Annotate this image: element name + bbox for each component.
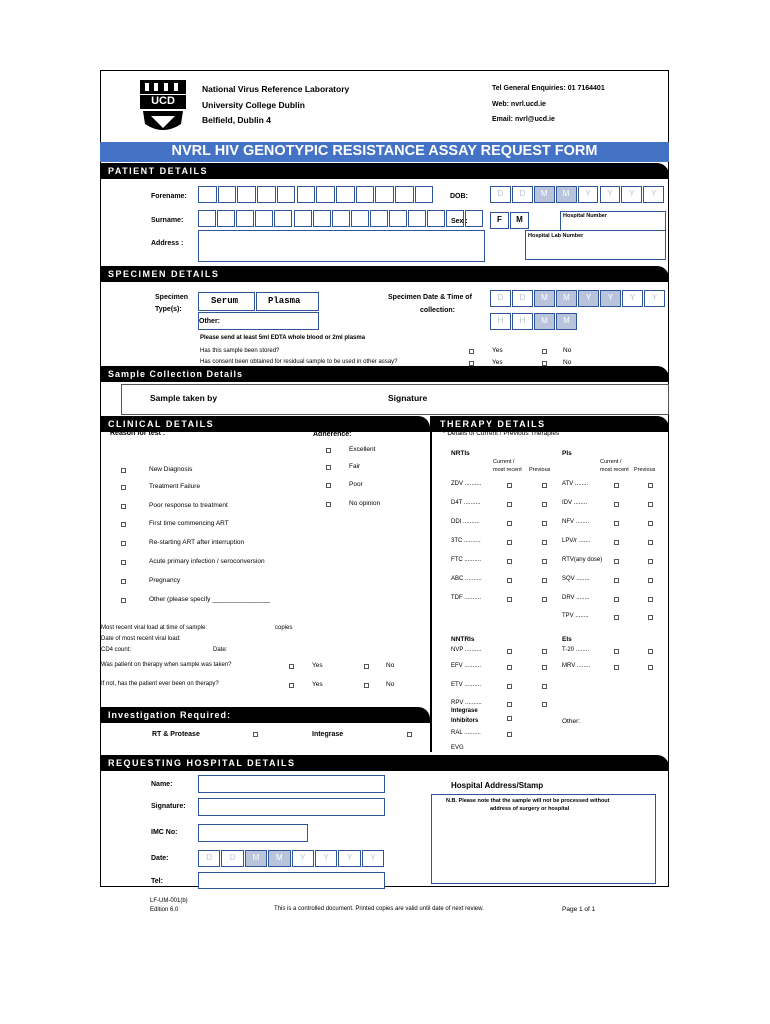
dob-cells-cell[interactable]: Y (578, 186, 599, 203)
forename-cells-cell[interactable] (415, 186, 434, 203)
dob-cells-cell[interactable]: M (534, 186, 555, 203)
dob-cells-cell[interactable]: D (512, 186, 533, 203)
nrti-previous-checkbox[interactable] (542, 597, 547, 602)
surname-cells-cell[interactable] (255, 210, 273, 227)
cd4-label: CD4 count: (101, 647, 132, 653)
nnrtis-heading: NNTRIs (451, 636, 475, 643)
form-title: NVRL HIV GENOTYPIC RESISTANCE ASSAY REQUEST FORM (171, 143, 598, 159)
surname-cells-cell[interactable] (313, 210, 331, 227)
sample-signature-label[interactable]: Signature (388, 393, 428, 403)
forename-cells-cell[interactable] (395, 186, 414, 203)
eis-heading: EIs (562, 636, 572, 643)
stored-no-label: No (563, 347, 572, 354)
therapy-yes-checkbox[interactable] (289, 664, 294, 669)
integrase-heading-1: Integrase (451, 708, 478, 714)
forename-cells-cell[interactable] (297, 186, 316, 203)
footer-page: Page 1 of 1 (562, 906, 596, 913)
rt-protease-label: RT & Protease (152, 731, 200, 738)
reason-label: Reason for test : (110, 430, 166, 437)
request-date-label: Date: (151, 855, 169, 862)
rt-protease-checkbox[interactable] (253, 732, 258, 737)
requester-name-field[interactable] (198, 775, 385, 793)
nrti-current-checkbox[interactable] (507, 483, 512, 488)
dob-label: DOB: (450, 193, 468, 200)
spec-date-cells-cell[interactable]: M (556, 290, 577, 307)
footer-edition: Edition 6.0 (150, 907, 179, 913)
consent-yes-label: Yes (492, 359, 503, 366)
pi-drug: IDV ........ (562, 500, 588, 506)
dob-cells-cell[interactable]: M (556, 186, 577, 203)
footer-controlled-note: This is a controlled document. Printed copies are valid until date of next review. (274, 906, 484, 912)
integrase-drug: EVG (451, 745, 464, 751)
section-requesting-hospital: REQUESTING HOSPITAL DETAILS (100, 755, 669, 771)
nrti-drug: D4T .......... (451, 500, 481, 506)
section-clinical-details: CLINICAL DETAILS (100, 416, 430, 432)
ever-no-label: No (386, 681, 395, 688)
surname-cells-cell[interactable] (198, 210, 216, 227)
req-date-cells-cell[interactable]: Y (338, 850, 360, 867)
pi-drug: NFV ........ (562, 519, 590, 525)
sample-taken-by-label[interactable]: Sample taken by (150, 393, 218, 403)
org-line-3: Belfield, Dublin 4 (202, 115, 271, 125)
therapy-other-label: Other: (562, 718, 581, 725)
pi-drug: TPV ........ (562, 613, 589, 619)
nnrti-current-checkbox[interactable] (507, 665, 512, 670)
pi-previous-checkbox[interactable] (648, 615, 653, 620)
spec-time-cells-cell[interactable]: H (490, 313, 511, 330)
surname-cells-cell[interactable] (389, 210, 407, 227)
spec-date-cells-cell[interactable]: Y (622, 290, 643, 307)
requester-signature-field[interactable] (198, 798, 385, 816)
nrti-previous-checkbox[interactable] (542, 559, 547, 564)
pi-previous-checkbox[interactable] (648, 540, 653, 545)
adherence-checkbox[interactable] (326, 465, 331, 470)
spec-time-cells-cell[interactable]: M (556, 313, 577, 330)
address-label: Address : (151, 240, 184, 247)
logo-text: UCD (151, 95, 175, 107)
reason-checkbox[interactable] (121, 522, 126, 527)
forename-cells-cell[interactable] (237, 186, 256, 203)
pi-drug: ATV ........ (562, 481, 589, 487)
spec-time-cells-cell[interactable]: M (534, 313, 555, 330)
nnrti-drug: RPV .......... (451, 700, 482, 706)
column-divider (430, 416, 432, 752)
serum-label: Serum (211, 296, 239, 306)
nnrti-drug: ETV .......... (451, 682, 482, 688)
address-field[interactable] (198, 230, 485, 262)
surname-cells-cell[interactable] (332, 210, 350, 227)
address-note-2: address of surgery or hospital (490, 806, 570, 812)
specimen-datetime-label-1: Specimen Date & Time of (388, 294, 472, 301)
copies-label: copies (275, 625, 293, 631)
adherence-option: Poor (349, 481, 363, 488)
reason-checkbox[interactable] (121, 468, 126, 473)
nnrti-drug: NVP .......... (451, 647, 482, 653)
nrti-current-checkbox[interactable] (507, 559, 512, 564)
pi-current-checkbox[interactable] (614, 483, 619, 488)
forename-cells-cell[interactable] (257, 186, 276, 203)
forename-cells-cell[interactable] (336, 186, 355, 203)
nnrti-previous-checkbox[interactable] (542, 702, 547, 707)
ei-current-checkbox[interactable] (614, 665, 619, 670)
reason-checkbox[interactable] (121, 504, 126, 509)
spec-date-cells-cell[interactable]: Y (578, 290, 599, 307)
reason-label: Acute primary infection / seroconversion (149, 558, 265, 565)
cd4-date-label: Date: (213, 647, 228, 653)
pi-current-checkbox[interactable] (614, 521, 619, 526)
forename-cells-cell[interactable] (375, 186, 394, 203)
nrti-current-checkbox[interactable] (507, 540, 512, 545)
reason-label: Re-starting ART after interruption (149, 539, 245, 546)
therapy-no-checkbox[interactable] (364, 664, 369, 669)
nnrti-previous-checkbox[interactable] (542, 665, 547, 670)
specimen-type-label-1: Specimen (155, 294, 189, 301)
integrase-checkbox[interactable] (507, 716, 512, 721)
pi-previous-checkbox[interactable] (648, 559, 653, 564)
pi-drug: DRV ........ (562, 595, 590, 601)
imc-label: IMC No: (151, 829, 178, 836)
ei-previous-checkbox[interactable] (648, 665, 653, 670)
req-date-cells-cell[interactable]: D (221, 850, 243, 867)
hospital-number-label: Hospital Number (563, 213, 608, 219)
section-therapy-details: THERAPY DETAILS (432, 416, 669, 432)
therapy-question: Was patient on therapy when sample was taken? (101, 662, 232, 668)
spec-date-cells-cell[interactable]: D (512, 290, 533, 307)
adherence-option: Excellent (349, 446, 376, 453)
forename-cells-cell[interactable] (356, 186, 375, 203)
pi-current-header-1: Current / (600, 459, 622, 465)
nrtis-heading: NRTIs (451, 450, 470, 457)
nrti-drug: TDF .......... (451, 595, 481, 601)
nnrti-current-checkbox[interactable] (507, 649, 512, 654)
nrti-previous-checkbox[interactable] (542, 578, 547, 583)
nrti-current-checkbox[interactable] (507, 502, 512, 507)
sex-option-f[interactable]: F (490, 212, 509, 229)
org-line-2: University College Dublin (202, 100, 305, 110)
pi-previous-checkbox[interactable] (648, 578, 653, 583)
pi-current-header-2: most recent (600, 467, 629, 473)
contact-email: Email: nvrl@ucd.ie (492, 116, 555, 123)
ei-drug: MRV ........ (562, 663, 591, 669)
address-note-1: N.B. Please note that the sample will not be processed without (446, 798, 610, 804)
sex-label: Sex : (451, 218, 468, 225)
reason-label: Poor response to treatment (149, 502, 228, 509)
ever-yes-label: Yes (312, 681, 323, 688)
contact-tel: Tel General Enquiries: 01 7164401 (492, 85, 605, 92)
nrti-previous-checkbox[interactable] (542, 540, 547, 545)
stored-yes-checkbox[interactable] (469, 349, 474, 354)
nnrti-current-checkbox[interactable] (507, 684, 512, 689)
pi-previous-checkbox[interactable] (648, 483, 653, 488)
nrti-previous-checkbox[interactable] (542, 483, 547, 488)
reason-checkbox[interactable] (121, 560, 126, 565)
surname-cells-cell[interactable] (370, 210, 388, 227)
integrase-heading-2: Inhibitors (451, 718, 479, 724)
pi-previous-checkbox[interactable] (648, 521, 653, 526)
spec-date-cells-cell[interactable]: D (490, 290, 511, 307)
adherence-option: Fair (349, 463, 361, 470)
pi-current-checkbox[interactable] (614, 502, 619, 507)
forename-cells-cell[interactable] (198, 186, 217, 203)
pi-current-checkbox[interactable] (614, 615, 619, 620)
spec-date-cells-cell[interactable]: M (534, 290, 555, 307)
req-date-cells-cell[interactable]: D (198, 850, 220, 867)
req-date-cells-cell[interactable]: M (268, 850, 290, 867)
tel-field[interactable] (198, 872, 385, 889)
req-date-cells-cell[interactable]: Y (292, 850, 314, 867)
forename-cells-cell[interactable] (316, 186, 335, 203)
dob-cells-cell[interactable]: Y (621, 186, 642, 203)
nnrti-current-checkbox[interactable] (507, 702, 512, 707)
pi-drug: LPV/r ....... (562, 538, 591, 544)
contact-web: Web: nvrl.ucd.ie (492, 101, 546, 108)
requester-name-label: Name: (151, 781, 173, 788)
pi-current-checkbox[interactable] (614, 578, 619, 583)
nnrti-previous-checkbox[interactable] (542, 649, 547, 654)
spec-date-cells-cell[interactable]: Y (644, 290, 665, 307)
pi-previous-checkbox[interactable] (648, 502, 653, 507)
spec-date-cells-cell[interactable]: Y (600, 290, 621, 307)
reason-label: Other (please specify ________________ (149, 596, 271, 603)
pi-current-checkbox[interactable] (614, 559, 619, 564)
reason-checkbox[interactable] (121, 541, 126, 546)
sex-option-m[interactable]: M (510, 212, 529, 229)
req-date-cells-cell[interactable]: M (245, 850, 267, 867)
forename-label: Forename: (151, 193, 187, 200)
therapy-yes-label: Yes (312, 662, 323, 669)
stored-no-checkbox[interactable] (542, 349, 547, 354)
req-date-cells-cell[interactable]: Y (315, 850, 337, 867)
specimen-note: Please send at least 5ml EDTA whole blood or 2ml plasma (200, 335, 366, 341)
pis-heading: PIs (562, 450, 572, 457)
nrti-current-checkbox[interactable] (507, 597, 512, 602)
surname-cells-cell[interactable] (217, 210, 235, 227)
ever-therapy-question: If not, has the patient ever been on therapy? (101, 681, 219, 687)
other-specimen-label: Other: (199, 318, 220, 325)
specimen-type-label-2: Type(s): (155, 306, 182, 313)
nrti-current-checkbox[interactable] (507, 521, 512, 526)
surname-cells-cell[interactable] (351, 210, 369, 227)
integrase-investigation-label: Integrase (312, 731, 344, 738)
nnrti-previous-checkbox[interactable] (542, 684, 547, 689)
req-date-cells-cell[interactable]: Y (362, 850, 384, 867)
hospital-lab-number-label: Hospital Lab Number (528, 233, 584, 239)
reason-label: First time commencing ART (149, 520, 229, 527)
nrti-previous-header: Previous (529, 467, 551, 473)
ever-yes-checkbox[interactable] (289, 683, 294, 688)
plasma-label: Plasma (268, 296, 301, 306)
ever-no-checkbox[interactable] (364, 683, 369, 688)
nrti-current-header-1: Current / (493, 459, 515, 465)
reason-label: Pregnancy (149, 577, 181, 584)
ei-previous-checkbox[interactable] (648, 649, 653, 654)
adherence-label: Adherence: (313, 431, 352, 438)
reason-checkbox[interactable] (121, 485, 126, 490)
therapy-subtitle: * Details of Current / Previous Therapies (443, 430, 560, 437)
specimen-datetime-label-2: collection: (420, 307, 456, 314)
footer-code: LF-UM-001(b) (150, 898, 188, 904)
nrti-drug: ABC .......... (451, 576, 482, 582)
forename-cells-cell[interactable] (277, 186, 296, 203)
viral-load-date-label: Date of most recent viral load: (101, 636, 181, 642)
surname-cells-cell[interactable] (427, 210, 445, 227)
reason-checkbox[interactable] (121, 579, 126, 584)
consent-no-label: No (563, 359, 572, 366)
nrti-previous-checkbox[interactable] (542, 521, 547, 526)
surname-cells-cell[interactable] (274, 210, 292, 227)
adherence-checkbox[interactable] (326, 448, 331, 453)
requester-signature-label: Signature: (151, 803, 186, 810)
reason-checkbox[interactable] (121, 598, 126, 603)
section-investigation: Investigation Required: (100, 707, 430, 723)
section-patient-details: PATIENT DETAILS (100, 163, 669, 179)
nrti-previous-checkbox[interactable] (542, 502, 547, 507)
nrti-current-header-2: most recent (493, 467, 522, 473)
surname-cells-cell[interactable] (236, 210, 254, 227)
dob-cells-cell[interactable]: D (490, 186, 511, 203)
ei-current-checkbox[interactable] (614, 649, 619, 654)
reason-label: Treatment Failure (149, 483, 201, 490)
tel-label: Tel: (151, 878, 163, 885)
nrti-current-checkbox[interactable] (507, 578, 512, 583)
pi-drug: RTV(any dose) (562, 557, 603, 563)
integrase-drug: RAL .......... (451, 730, 481, 736)
section-specimen-details: SPECIMEN DETAILS (100, 266, 669, 282)
pi-drug: SQV ........ (562, 576, 590, 582)
adherence-checkbox[interactable] (326, 502, 331, 507)
stored-yes-label: Yes (492, 347, 503, 354)
surname-cells-cell[interactable] (408, 210, 426, 227)
nrti-drug: 3TC .......... (451, 538, 481, 544)
integrase-drug-checkbox[interactable] (507, 732, 512, 737)
spec-time-cells-cell[interactable]: H (512, 313, 533, 330)
pi-previous-header: Previous (634, 467, 656, 473)
surname-cells-cell[interactable] (465, 210, 483, 227)
surname-cells-cell[interactable] (294, 210, 312, 227)
nrti-drug: DDI .......... (451, 519, 480, 525)
section-sample-collection: Sample Collection Details (100, 366, 669, 382)
therapy-no-label: No (386, 662, 395, 669)
pi-previous-checkbox[interactable] (648, 597, 653, 602)
imc-field[interactable] (198, 824, 308, 842)
surname-label: Surname: (151, 217, 184, 224)
reason-label: New Diagnosis (149, 466, 193, 473)
stored-question: Has this sample been stored? (200, 348, 280, 354)
dob-cells-cell[interactable]: Y (600, 186, 621, 203)
pi-current-checkbox[interactable] (614, 597, 619, 602)
nrti-drug: FTC .......... (451, 557, 481, 563)
viral-load-label: Most recent viral load at time of sample: (101, 625, 208, 631)
adherence-checkbox[interactable] (326, 483, 331, 488)
dob-cells-cell[interactable]: Y (643, 186, 664, 203)
adherence-option: No opinion (349, 500, 381, 507)
integrase-investigation-checkbox[interactable] (407, 732, 412, 737)
consent-question: Has consent been obtained for residual sample to be used in other assay? (200, 359, 398, 365)
nrti-drug: ZDV .......... (451, 481, 482, 487)
nnrti-drug: EFV .......... (451, 663, 482, 669)
org-line-1: National Virus Reference Laboratory (202, 84, 350, 94)
hospital-address-label: Hospital Address/Stamp (451, 781, 544, 790)
forename-cells-cell[interactable] (218, 186, 237, 203)
pi-current-checkbox[interactable] (614, 540, 619, 545)
ei-drug: T-20 ........ (562, 647, 590, 653)
